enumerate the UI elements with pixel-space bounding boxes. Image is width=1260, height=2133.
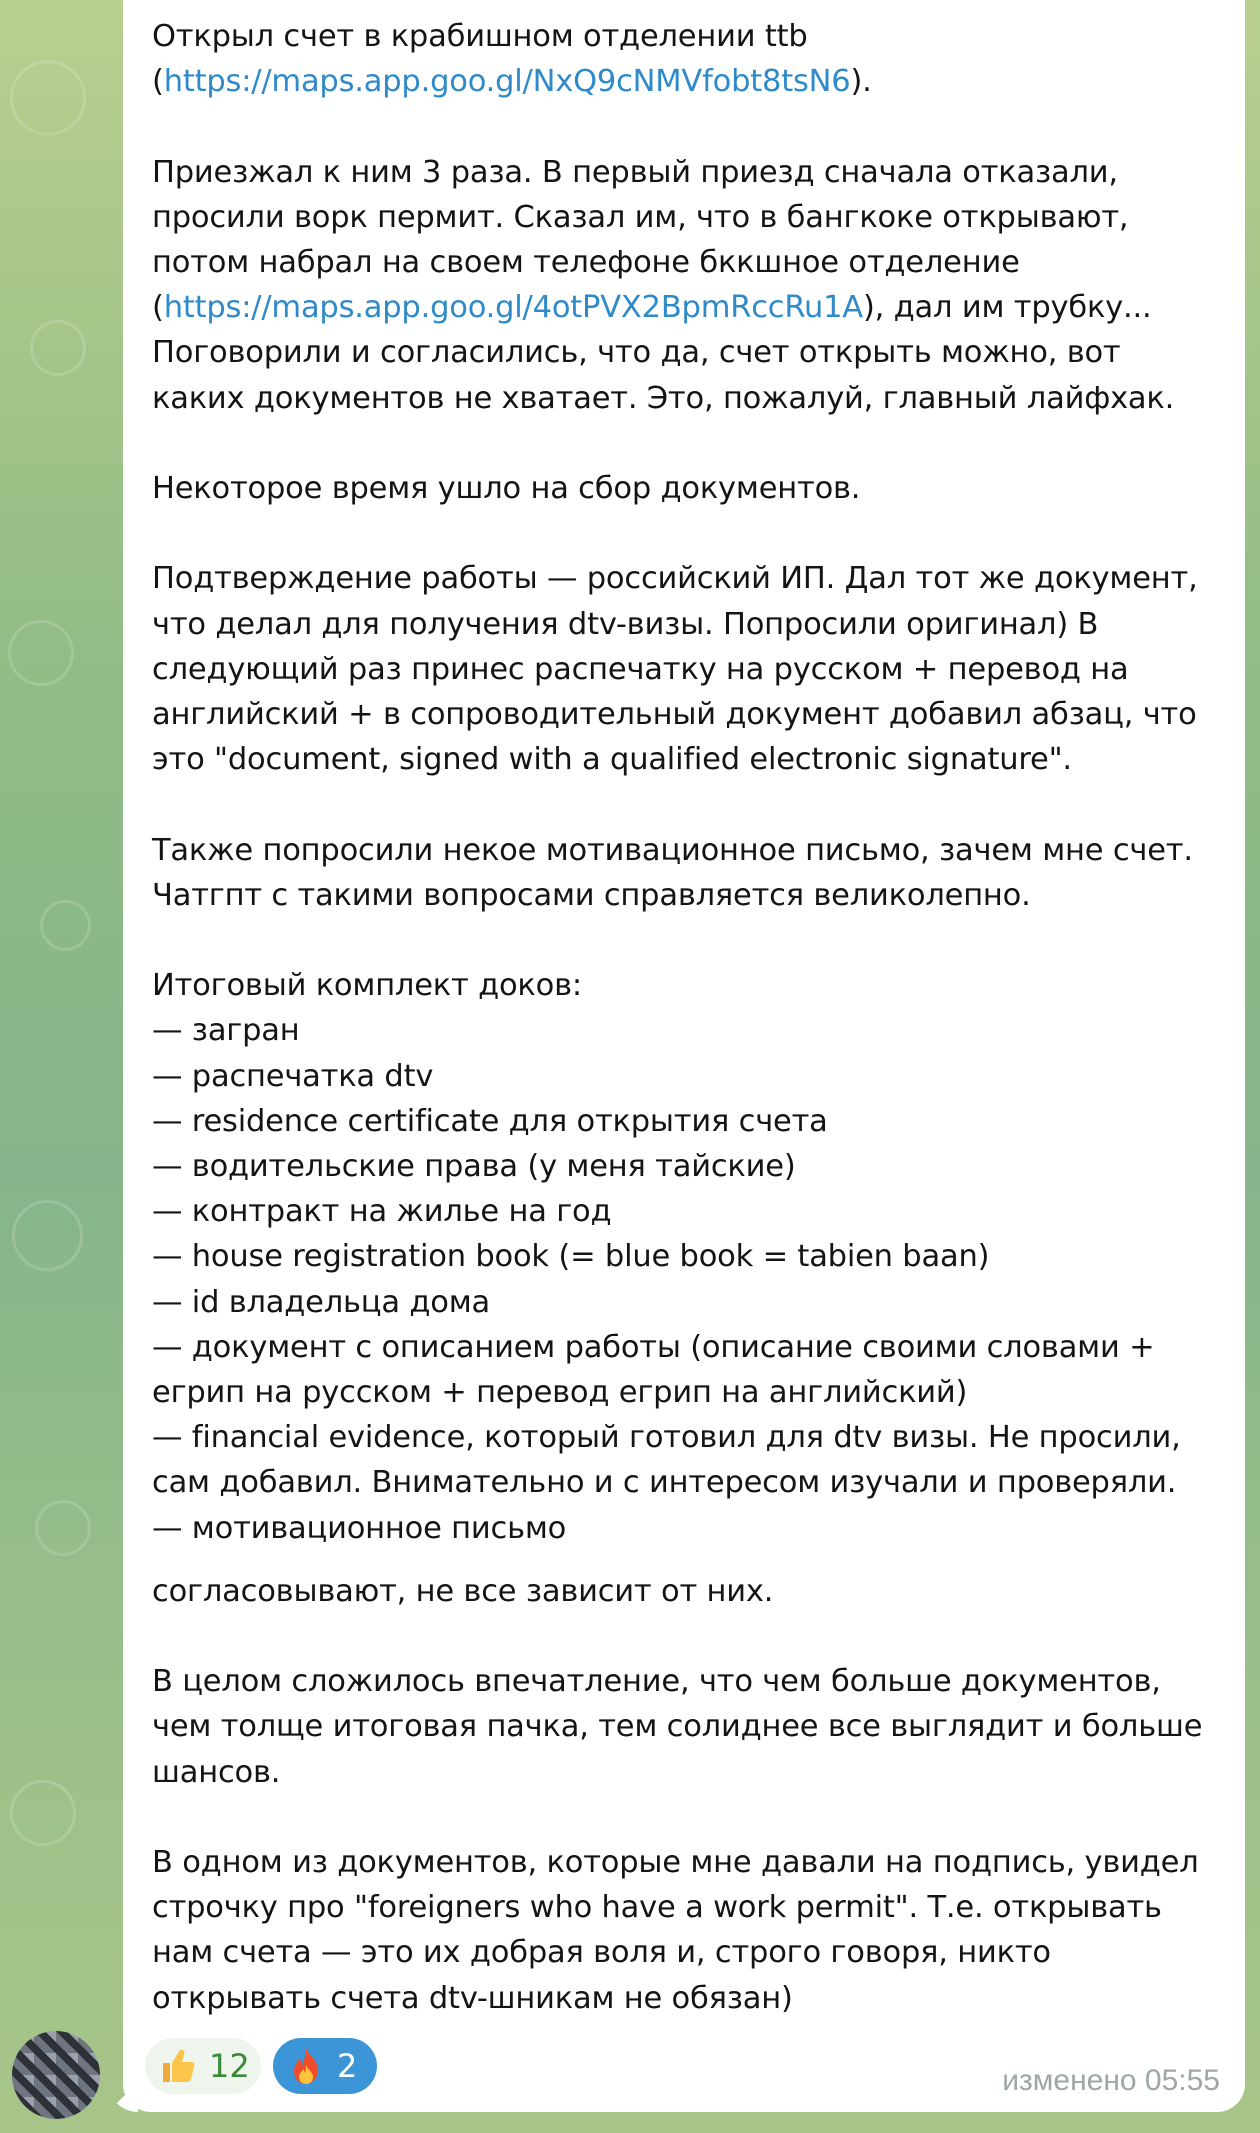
maps-link[interactable]: https://maps.app.goo.gl/4otPVX2BpmRccRu1A: [163, 290, 863, 326]
text-line: [152, 1704, 1232, 1749]
text-line: [152, 556, 1232, 601]
fire-icon: [285, 2045, 327, 2087]
text-segment: (: [152, 64, 164, 100]
reaction-fire[interactable]: [273, 2038, 377, 2094]
text-segment: чем толще итоговая пачка, тем солиднее все выглядит и больше: [152, 1709, 1203, 1745]
text-segment: потом набрал на своем телефоне бккшное отделение: [152, 245, 1020, 280]
text-line: [152, 1930, 1232, 1975]
text-line: [152, 873, 1232, 918]
text-line: [152, 602, 1232, 647]
text-line: [152, 330, 1232, 375]
text-segment: — house registration book (= blue book = tabien baan): [152, 1239, 990, 1275]
text-line: [152, 1569, 1232, 1614]
text-segment: ), дал им трубку...: [862, 290, 1152, 326]
message-paragraph: [152, 14, 1232, 104]
message-paragraph: [152, 828, 1232, 918]
thumbs-up-icon: [157, 2045, 199, 2087]
edited-label: изменено: [1002, 2064, 1137, 2097]
message-paragraph: [152, 556, 1232, 782]
text-segment: В целом сложилось впечатление, что чем больше документов,: [152, 1664, 1161, 1700]
text-line: [152, 1280, 1232, 1325]
text-segment: Некоторое время ушло на сбор документов.: [152, 471, 861, 506]
text-segment: Приезжал к ним 3 раза. В первый приезд сначала отказали,: [152, 154, 1118, 190]
text-line: [152, 1415, 1232, 1460]
text-segment: Итоговый комплект доков:: [152, 968, 582, 1004]
text-line: [152, 14, 1232, 59]
text-segment: — загран: [152, 1013, 300, 1049]
text-line: [152, 1325, 1232, 1370]
text-line: [152, 1976, 1232, 2021]
document-list: [152, 963, 1232, 1551]
text-segment: Также попросили некое мотивационное письмо, зачем мне счет.: [152, 832, 1193, 868]
text-segment: Поговорили и согласились, что да, счет открыть можно, вот: [152, 335, 1121, 371]
text-segment: — residence certificate для открытия счета: [152, 1103, 828, 1139]
text-line: [152, 1189, 1232, 1234]
text-line: [152, 1234, 1232, 1279]
text-line: [152, 1370, 1232, 1415]
text-segment: Открыл счет в крабишном отделении ttb: [152, 19, 808, 54]
text-line: [152, 828, 1232, 873]
text-segment: Подтверждение работы — российский ИП. Дал тот же документ,: [152, 561, 1198, 597]
text-segment: каких документов не хватает. Это, пожалуй, главный лайфхак.: [152, 380, 1175, 416]
reactions-bar: [145, 2038, 377, 2094]
text-line: [152, 1506, 1232, 1551]
reaction-thumbs-up[interactable]: [145, 2038, 261, 2094]
text-line: [152, 1008, 1232, 1053]
text-line: [152, 647, 1232, 692]
text-segment: — водительские права (у меня тайские): [152, 1149, 796, 1184]
text-segment: (: [152, 290, 164, 326]
text-line: [152, 466, 1232, 511]
message-text: [152, 14, 1232, 2066]
text-line: [152, 1460, 1232, 1505]
text-line: [152, 240, 1232, 285]
text-segment: шансов.: [152, 1754, 281, 1790]
message-meta: [1002, 2064, 1220, 2098]
text-segment: В одном из документов, которые мне давали на подпись, увидел: [152, 1845, 1199, 1881]
text-line: [152, 1885, 1232, 1930]
text-line: [152, 1659, 1232, 1704]
text-segment: егрип на русском + перевод егрип на английский): [152, 1375, 968, 1411]
message-paragraph: [152, 150, 1232, 421]
text-segment: строчку про "foreigners who have a work permit". Т.е. открывать: [152, 1890, 1162, 1926]
reaction-count: 12: [209, 2047, 250, 2085]
text-segment: — мотивационное письмо: [152, 1510, 567, 1546]
text-line: [152, 59, 1232, 104]
text-line: [152, 1750, 1232, 1795]
text-segment: ).: [850, 64, 872, 100]
message-paragraph: [152, 1659, 1232, 1795]
text-segment: сам добавил. Внимательно и с интересом изучали и проверяли.: [152, 1465, 1177, 1501]
text-segment: английский + в сопроводительный документ добавил абзац, что: [152, 697, 1197, 732]
text-line: [152, 737, 1232, 782]
text-line: [152, 1099, 1232, 1144]
text-segment: — документ с описанием работы (описание своими словами +: [152, 1329, 1155, 1365]
avatar[interactable]: [12, 2031, 100, 2119]
text-line: [152, 1144, 1232, 1189]
message-paragraph: [152, 1569, 1232, 1614]
text-segment: — распечатка dtv: [152, 1058, 434, 1094]
text-line: [152, 1840, 1232, 1885]
message-paragraph: [152, 1840, 1232, 2021]
text-segment: — контракт на жилье на год: [152, 1194, 612, 1230]
text-line: [152, 376, 1232, 421]
text-line: [152, 963, 1232, 1008]
text-line: [152, 285, 1232, 330]
reaction-count: 2: [337, 2047, 358, 2085]
text-line: [152, 1054, 1232, 1099]
text-line: [152, 150, 1232, 195]
text-segment: это "document, signed with a qualified electronic signature".: [152, 742, 1072, 778]
text-segment: следующий раз принес распечатку на русском + перевод на: [152, 651, 1129, 687]
text-segment: просили ворк пермит. Сказал им, что в бангкоке открывают,: [152, 199, 1129, 235]
maps-link[interactable]: https://maps.app.goo.gl/NxQ9cNMVfobt8tsN6: [163, 64, 851, 100]
message-time: 05:55: [1144, 2064, 1220, 2097]
text-segment: нам счета — это их добрая воля и, строго говоря, никто: [152, 1935, 1051, 1971]
text-segment: открывать счета dtv-шникам не обязан): [152, 1980, 793, 2016]
text-segment: — financial evidence, который готовил для dtv визы. Не просили,: [152, 1420, 1181, 1456]
text-segment: согласовывают, не все зависит от них.: [152, 1573, 774, 1609]
text-segment: — id владельца дома: [152, 1284, 490, 1320]
message-paragraph: [152, 466, 1232, 511]
text-segment: что делал для получения dtv-визы. Попросили оригинал) В: [152, 606, 1099, 642]
text-segment: Чатгпт с такими вопросами справляется великолепно.: [152, 877, 1031, 913]
text-line: [152, 692, 1232, 737]
text-line: [152, 195, 1232, 240]
